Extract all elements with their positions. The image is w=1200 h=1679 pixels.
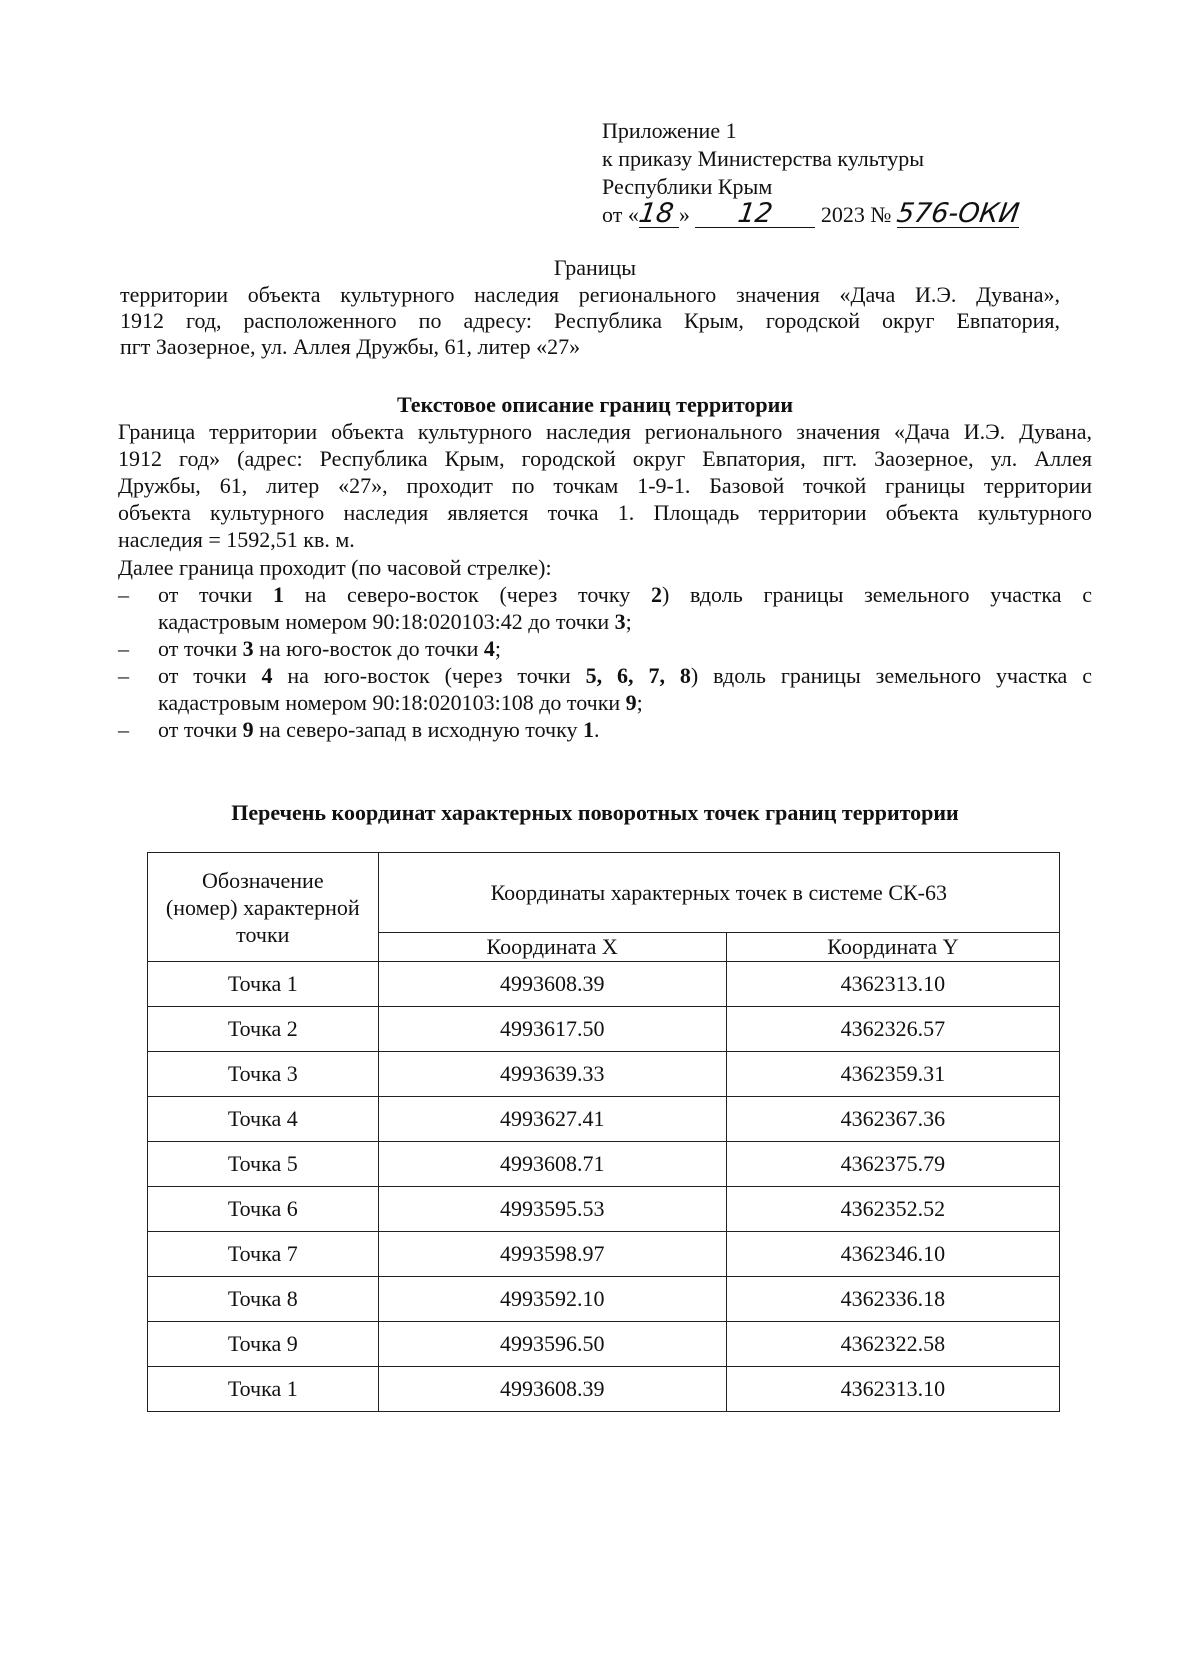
point-cell: Точка 7	[148, 1232, 379, 1277]
point-cell: Точка 9	[148, 1322, 379, 1367]
coordinates-table	[147, 852, 1060, 1412]
point-cell: Точка 3	[148, 1052, 379, 1097]
description-line: объекта культурного наследия является точка 1. Площадь территории объекта культурного	[118, 500, 1092, 525]
dash-marker: –	[118, 582, 129, 607]
y-cell: 4362336.18	[726, 1277, 1059, 1322]
x-cell: 4993617.50	[378, 1007, 726, 1052]
list-item: – от точки 1 на северо-восток (через точку 2) вдоль границы земельного участка с кадастровым номером 90:18:020103:42 до точки 3;	[118, 582, 1092, 634]
date-prefix: от «	[602, 202, 639, 227]
dash-marker: –	[118, 717, 129, 742]
x-cell: 4993592.10	[378, 1277, 726, 1322]
appendix-line-2: к приказу Министерства культуры	[602, 146, 925, 171]
list-item: – от точки 3 на юго-восток до точки 4;	[118, 636, 502, 661]
y-cell: 4362326.57	[726, 1007, 1059, 1052]
point-cell: Точка 1	[148, 1367, 379, 1412]
table-body	[148, 962, 1060, 1412]
point-cell: Точка 6	[148, 1187, 379, 1232]
document-title: Границы	[553, 255, 637, 280]
y-cell: 4362313.10	[726, 1367, 1059, 1412]
description-line: Дружбы, 61, литер «27», проходит по точкам 1-9-1. Базовой точкой границы территории	[118, 473, 1092, 498]
dash-marker: –	[118, 636, 129, 661]
header-coords: Координаты характерных точек в системе СК-63	[378, 853, 1059, 933]
subtitle-line: 1912 год, расположенного по адресу: Республика Крым, городской округ Евпатория,	[120, 308, 1060, 333]
dash-marker: –	[118, 663, 129, 688]
table-title: Перечень координат характерных поворотных точек границ территории	[231, 800, 959, 825]
list-item: – от точки 4 на юго-восток (через точки 5, 6, 7, 8) вдоль границы земельного участка с кадастровым номером 90:18:020103:108 до точки 9;	[118, 663, 1093, 715]
x-cell: 4993596.50	[378, 1322, 726, 1367]
description-line: 1912 год» (адрес: Республика Крым, городской округ Евпатория, пгт. Заозерное, ул. Аллея	[118, 446, 1092, 471]
y-cell: 4362352.52	[726, 1187, 1059, 1232]
date-year: 2023 №	[820, 202, 892, 227]
y-cell: 4362313.10	[726, 962, 1059, 1007]
appendix-line-3: Республики Крым	[602, 174, 773, 199]
description-line: Граница территории объекта культурного наследия регионального значения «Дача И.Э. Дувана,	[118, 419, 1092, 444]
description-line: наследия = 1592,51 кв. м.	[118, 527, 355, 552]
point-cell: Точка 1	[148, 962, 379, 1007]
table-row	[148, 1142, 1060, 1187]
subtitle-line: территории объекта культурного наследия регионального значения «Дача И.Э. Дувана»,	[120, 282, 1060, 307]
y-cell: 4362346.10	[726, 1232, 1059, 1277]
document-subtitle	[120, 282, 1060, 360]
x-cell: 4993595.53	[378, 1187, 726, 1232]
x-cell: 4993608.39	[378, 1367, 726, 1412]
point-cell: Точка 5	[148, 1142, 379, 1187]
list-item: – от точки 9 на северо-запад в исходную точку 1.	[118, 717, 600, 742]
header-y: Координата Y	[726, 933, 1059, 962]
order-number: 576-ОКИ	[894, 198, 1021, 229]
appendix-line-1: Приложение 1	[602, 118, 737, 143]
date-mid: »	[678, 202, 690, 227]
subtitle-line: пгт Заозерное, ул. Аллея Дружбы, 61, литер «27»	[120, 334, 581, 359]
description-paragraph	[118, 418, 1092, 553]
header-point: Обозначение (номер) характерной точки	[148, 853, 379, 962]
table-row	[148, 1052, 1060, 1097]
date-month: 12	[736, 198, 775, 229]
boundary-list	[118, 581, 1092, 743]
table-row	[148, 1367, 1060, 1412]
appendix-date-line	[602, 198, 1021, 229]
point-cell: Точка 8	[148, 1277, 379, 1322]
section-title: Текстовое описание границ территории	[396, 392, 794, 417]
table-row	[148, 1232, 1060, 1277]
table-row	[148, 1007, 1060, 1052]
y-cell: 4362375.79	[726, 1142, 1059, 1187]
table-row	[148, 962, 1060, 1007]
y-cell: 4362367.36	[726, 1097, 1059, 1142]
x-cell: 4993608.39	[378, 962, 726, 1007]
date-day: 18	[636, 198, 676, 229]
x-cell: 4993608.71	[378, 1142, 726, 1187]
appendix-header	[602, 117, 1019, 229]
point-cell: Точка 4	[148, 1097, 379, 1142]
table-row	[148, 1187, 1060, 1232]
y-cell: 4362322.58	[726, 1322, 1059, 1367]
table-row	[148, 1097, 1060, 1142]
y-cell: 4362359.31	[726, 1052, 1059, 1097]
point-cell: Точка 2	[148, 1007, 379, 1052]
x-cell: 4993639.33	[378, 1052, 726, 1097]
further-text: Далее граница проходит (по часовой стрелке):	[118, 555, 552, 580]
x-cell: 4993627.41	[378, 1097, 726, 1142]
header-x: Координата X	[378, 933, 726, 962]
table-row	[148, 1322, 1060, 1367]
x-cell: 4993598.97	[378, 1232, 726, 1277]
table-row	[148, 1277, 1060, 1322]
